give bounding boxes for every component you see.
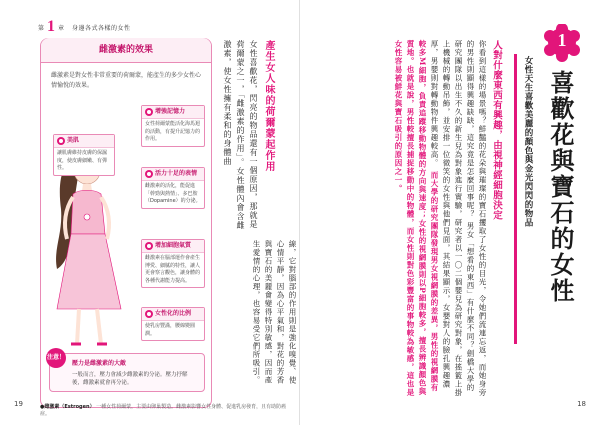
accent-bar bbox=[514, 54, 517, 344]
chapter-number: 1 bbox=[47, 18, 56, 35]
page-title: 喜歡花與寶石的女性 bbox=[546, 70, 575, 304]
brain-icon bbox=[145, 108, 153, 116]
effect-body: 女性荷爾蒙能活化海馬迴的活動，有提升記憶力的作用。 bbox=[145, 121, 201, 142]
right-page bbox=[300, 0, 600, 425]
chapter-header bbox=[38, 18, 131, 36]
panel-title: 雌激素的效果 bbox=[41, 38, 211, 63]
figure-icon bbox=[145, 310, 153, 318]
footnote bbox=[40, 404, 290, 418]
effect-body: 雌激素的活化，能促進「幹勁與熱情」、多巴胺（Dopamine）的分泌。 bbox=[145, 183, 201, 204]
estrogen-effects-panel bbox=[40, 38, 212, 408]
cell-icon bbox=[145, 242, 153, 250]
continued-text: 線，它對腦部的作用則是強化嗅覺、使心情平靜，因為心平氣和，對花的芳香與寶石的美麗會變得特別敏感，因而產生愛情的心理，也容易受它們所吸引。 bbox=[252, 240, 297, 385]
smile-icon bbox=[145, 170, 153, 178]
page-subtitle: 女性天生喜歡美麗的顏色與金光閃閃的物品 bbox=[523, 56, 533, 227]
section-heading: 人對什麼東西有興趣，由視神經細胞決定 bbox=[491, 40, 502, 220]
section-heading: 產生女人味的荷爾蒙起作用 bbox=[263, 40, 274, 172]
body-text bbox=[320, 40, 488, 400]
chapter-suffix: 章 bbox=[58, 24, 65, 32]
paragraph-1: 你看到這樣的場景嗎？鮮豔的花朵與璀璨的寶石攫取了女性的目光，令她們流連忘返，而她身旁的男性則顯得興趣缺缺，這究竟是怎麼回事呢？ bbox=[466, 40, 487, 397]
effect-box-memory bbox=[141, 105, 205, 147]
effect-box-beauty bbox=[53, 134, 115, 176]
badge-number: 1 bbox=[557, 30, 567, 50]
effect-body: 讓肌膚維持皮膚的保濕度，使皮膚細嫩、有彈性。 bbox=[57, 150, 108, 171]
effect-box-cells bbox=[141, 239, 205, 288]
chapter-title: 身邊各式各樣的女性 bbox=[72, 24, 131, 32]
effect-body: 雌激素在腦部運作會產生博愛、細膩的特性，讓人更會察言觀色，讓身體的各種代謝能力提高。 bbox=[145, 255, 201, 284]
chapter-prefix: 第 bbox=[38, 24, 45, 32]
effect-title: 增強記憶力 bbox=[155, 108, 186, 116]
body-text: 女性喜歡花，閃亮的物品還有一個原因，那就是荷爾蒙之一，「雌激素的作用」。女性體內會含雌激素，使女性擁有柔和的身體曲 bbox=[223, 40, 258, 230]
flower-icon bbox=[57, 137, 65, 145]
caution-body: 一般而言，壓力會減少雌激素的分泌。壓力抒解後，雌激素就會再分泌。 bbox=[72, 372, 188, 386]
section-badge bbox=[544, 24, 580, 62]
page-number: 18 bbox=[577, 400, 586, 408]
footnote-key: ●雌激素（Estrogen） bbox=[40, 404, 95, 410]
paragraph-3: 而大學的研究團隊發現男女視網膜的差異，男性的視網膜有較多M細胞，負責追蹤移動物體的方向與速度；女性的視網膜則以P細胞較多，擅長辨識顏色與質地。也就是說，男性較擅長捕捉移動中的物體，而女性則對色彩豐富的事物較為敏感，這也是女性容易被鮮花與寶石吸引的原因之一。 bbox=[394, 40, 439, 397]
paragraph-2: 男女「想看的東西」有什麼不同？劍橋大學的研究團隊以出生不久的新生兒為對象進行實驗，研究者以一〇二個嬰兒為研究對象，在搖籃上掛上機械的轉動吊飾，並安排一位微笑的女性與他們見面，其結果顯示，女嬰對人的臉孔興趣濃厚，男嬰則對轉動物件興趣較高。 bbox=[430, 40, 475, 397]
effect-title: 活力十足的表情 bbox=[155, 170, 198, 178]
caution-tag: 注意！ bbox=[46, 348, 66, 368]
caution-box bbox=[46, 353, 205, 392]
effect-box-vitality bbox=[141, 167, 205, 209]
panel-intro: 雌激素是對女性非常重要的荷爾蒙，能產生的多少女性心情愉悅的效果。 bbox=[51, 72, 202, 89]
effect-body: 使乳房豐滿，腰線變圓潤。 bbox=[145, 323, 196, 337]
effect-title: 女性化的比例 bbox=[155, 310, 192, 318]
effect-title: 美肌 bbox=[67, 137, 80, 145]
page-number: 19 bbox=[14, 400, 23, 408]
caution-title: 壓力是雌激素的大敵 bbox=[72, 360, 127, 367]
effect-box-proportion bbox=[141, 307, 205, 341]
footnote-text: 一種女性荷爾蒙，主要由卵巢製造。雌激素影響女性身體、促進乳房發育，且有助防癌症。 bbox=[40, 404, 287, 417]
effect-title: 增加細胞氣質 bbox=[155, 242, 192, 250]
